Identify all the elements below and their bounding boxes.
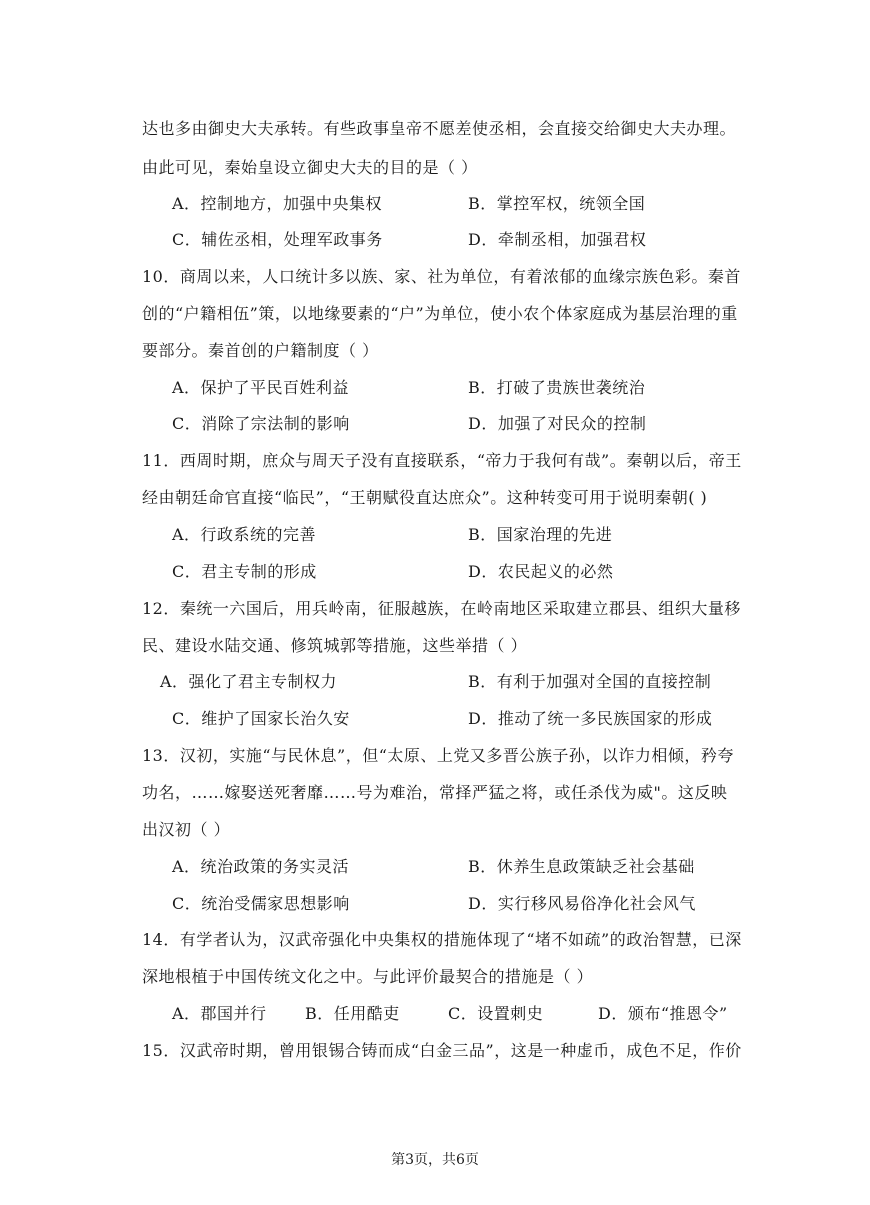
question-14-option-a: A．郡国并行 bbox=[172, 1004, 267, 1023]
question-10-option-b: B．打破了贵族世袭统治 bbox=[468, 378, 646, 397]
question-10-text-line-1: 10．商周以来，人口统计多以族、家、社为单位，有着浓郁的血缘宗族色彩。秦首 bbox=[142, 267, 741, 286]
question-12-option-a: A．强化了君主专制权力 bbox=[160, 672, 338, 691]
question-9-text-line-2: 由此可见，秦始皇设立御史大夫的目的是（ ） bbox=[142, 158, 478, 177]
question-10-option-a: A．保护了平民百姓利益 bbox=[172, 378, 350, 397]
question-12-option-d: D．推动了统一多民族国家的形成 bbox=[468, 709, 713, 728]
question-10-text-line-2: 创的“户籍相伍”策，以地缘要素的“户”为单位，使小农个体家庭成为基层治理的重 bbox=[142, 304, 738, 323]
question-9-text-line-1: 达也多由御史大夫承转。有些政事皇帝不愿差使丞相，会直接交给御史大夫办理。 bbox=[142, 119, 737, 138]
question-13-option-b: B．休养生息政策缺乏社会基础 bbox=[468, 857, 695, 876]
question-13-option-d: D．实行移风易俗净化社会风气 bbox=[468, 894, 696, 913]
question-13-option-a: A．统治政策的务实灵活 bbox=[172, 857, 350, 876]
question-14-option-d: D．颁布“推恩令” bbox=[598, 1004, 728, 1023]
question-15-text-line-1: 15．汉武帝时期，曾用银锡合铸而成“白金三品”，这是一种虚币，成色不足，作价 bbox=[142, 1041, 742, 1060]
question-11-text-line-2: 经由朝廷命官直接“临民”，“王朝赋役直达庶众”。这种转变可用于说明秦朝( ) bbox=[142, 488, 708, 507]
question-10-option-c: C．消除了宗法制的影响 bbox=[172, 414, 350, 433]
question-13-text-line-1: 13．汉初，实施“与民休息”，但“太原、上党又多晋公族子孙，以诈力相倾，矜夸 bbox=[142, 746, 734, 765]
question-12-text-line-2: 民、建设水陆交通、修筑城郭等措施，这些举措（ ） bbox=[142, 636, 528, 655]
question-12-option-b: B．有利于加强对全国的直接控制 bbox=[468, 672, 712, 691]
question-11-option-a: A．行政系统的完善 bbox=[172, 525, 317, 544]
question-11-option-c: C．君主专制的形成 bbox=[172, 562, 317, 581]
question-11-option-d: D．农民起义的必然 bbox=[468, 562, 614, 581]
question-13-text-line-3: 出汉初（ ） bbox=[142, 820, 231, 839]
question-10-option-d: D．加强了对民众的控制 bbox=[468, 414, 647, 433]
question-9-option-c: C．辅佐丞相，处理军政事务 bbox=[172, 230, 383, 249]
question-11-option-b: B．国家治理的先进 bbox=[468, 525, 613, 544]
question-14-option-b: B．任用酷吏 bbox=[305, 1004, 400, 1023]
question-12-text-line-1: 12．秦统一六国后，用兵岭南，征服越族，在岭南地区采取建立郡县、组织大量移 bbox=[142, 599, 741, 618]
question-9-option-d: D．牵制丞相，加强君权 bbox=[468, 230, 647, 249]
question-10-text-line-3: 要部分。秦首创的户籍制度（ ） bbox=[142, 341, 379, 360]
question-9-option-a: A．控制地方，加强中央集权 bbox=[172, 194, 383, 213]
question-11-text-line-1: 11．西周时期，庶众与周天子没有直接联系，“帝力于我何有哉”。秦朝以后，帝王 bbox=[142, 451, 742, 470]
question-13-option-c: C．统治受儒家思想影响 bbox=[172, 894, 350, 913]
question-14-text-line-1: 14．有学者认为，汉武帝强化中央集权的措施体现了“堵不如疏”的政治智慧，已深 bbox=[142, 930, 742, 949]
question-14-option-c: C．设置刺史 bbox=[448, 1004, 544, 1023]
question-13-text-line-2: 功名，……嫁娶送死奢靡……号为难治，常择严猛之将，或任杀伐为威"。这反映 bbox=[142, 783, 728, 802]
page-number-footer: 第3页，共6页 bbox=[391, 1152, 479, 1168]
question-14-text-line-2: 深地根植于中国传统文化之中。与此评价最契合的措施是（ ） bbox=[142, 967, 594, 986]
question-9-option-b: B．掌控军权，统领全国 bbox=[468, 194, 646, 213]
question-12-option-c: C．维护了国家长治久安 bbox=[172, 709, 350, 728]
